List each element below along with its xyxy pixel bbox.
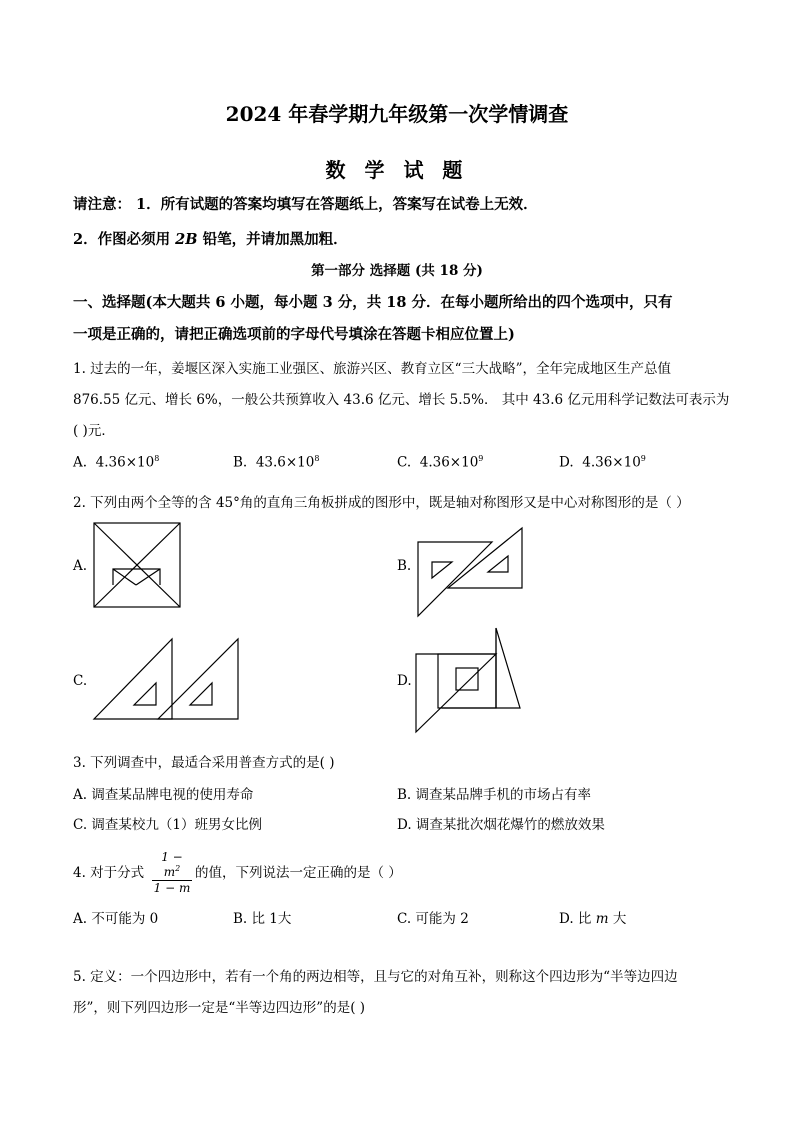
q5-line-2: 形”，则下列四边形一定是“半等边四边形”的是( )	[73, 1000, 366, 1016]
section-instruction-1: 一、选择题(本大题共 6 小题，每小题 3 分，共 18 分．在每小题所给出的四个选项中，只有	[73, 294, 673, 311]
note-line-1: 请注意： 1．所有试题的答案均填写在答题纸上，答案写在试卷上无效．	[73, 196, 538, 213]
q2-figure-a	[94, 523, 182, 609]
q1-option-c: C. $4.36\times 10^9$	[397, 454, 484, 471]
q4-option-c: C. 可能为 2	[397, 911, 469, 927]
q2-option-a-label: A.	[73, 558, 88, 574]
section-instruction-2: 一项是正确的，请把正确选项前的字母代号填涂在答题卡相应位置上)	[73, 326, 515, 343]
q4-option-a: A. 不可能为 0	[73, 911, 159, 927]
q4-option-d: D. 比 m 大	[559, 911, 627, 927]
q4-fraction: $\frac{1 - m^2}{1 - m}$	[153, 850, 191, 895]
q4-option-b: B. 比 1大	[233, 911, 292, 927]
q2-figure-d	[416, 628, 522, 732]
q1-option-b: B. $43.6\times 10^8$	[233, 454, 320, 471]
q3-text: 3. 下列调查中，最适合采用普查方式的是( )	[73, 755, 335, 771]
q1-line-3: ( )元．	[73, 423, 115, 439]
q2-option-c-label: C.	[73, 673, 88, 689]
note-line-2: 2．作图必须用 2B 铅笔，并请加黑加粗．	[73, 231, 348, 248]
q3-option-b: B. 调查某品牌手机的市场占有率	[397, 787, 592, 803]
q3-option-c: C. 调查某校九（1）班男女比例	[73, 817, 263, 833]
q1-option-d: D. $4.36\times 10^9$	[559, 454, 646, 471]
q4-text-post: 的值，下列说法一定正确的是（ ）	[195, 865, 402, 881]
section-heading: 第一部分 选择题 (共 18 分)	[311, 263, 483, 279]
q5-line-1: 5. 定义：一个四边形中，若有一个角的两边相等，且与它的对角互补，则称这个四边形为“半等边四边	[73, 969, 678, 985]
q3-option-d: D. 调查某批次烟花爆竹的燃放效果	[397, 817, 605, 833]
q2-figure-c	[94, 637, 240, 721]
q1-option-a: A. $4.36\times 10^8$	[73, 454, 160, 471]
q4-text-pre: 4. 对于分式	[73, 865, 145, 881]
q2-figure-b	[418, 528, 524, 618]
q1-line-2: 876.55 亿元、增长 6%，一般公共预算收入 43.6 亿元、增长 5.5%． 其中 43.6 亿元用科学记数法可表示为	[73, 392, 730, 408]
page-subtitle: 数 学 试 题	[325, 158, 469, 182]
q3-option-a: A. 调查某品牌电视的使用寿命	[73, 787, 254, 803]
q1-line-1: 1. 过去的一年，姜堰区深入实施工业强区、旅游兴区、教育立区“三大战略”，全年完成地区生产总值	[73, 361, 671, 377]
page-title: 2024 年春学期九年级第一次学情调查	[225, 102, 569, 126]
q2-option-d-label: D.	[397, 673, 412, 689]
q2-option-b-label: B.	[397, 558, 412, 574]
q2-text: 2. 下列由两个全等的含 45°角的直角三角板拼成的图形中，既是轴对称图形又是中心对称图形的是（ ）	[73, 495, 690, 511]
